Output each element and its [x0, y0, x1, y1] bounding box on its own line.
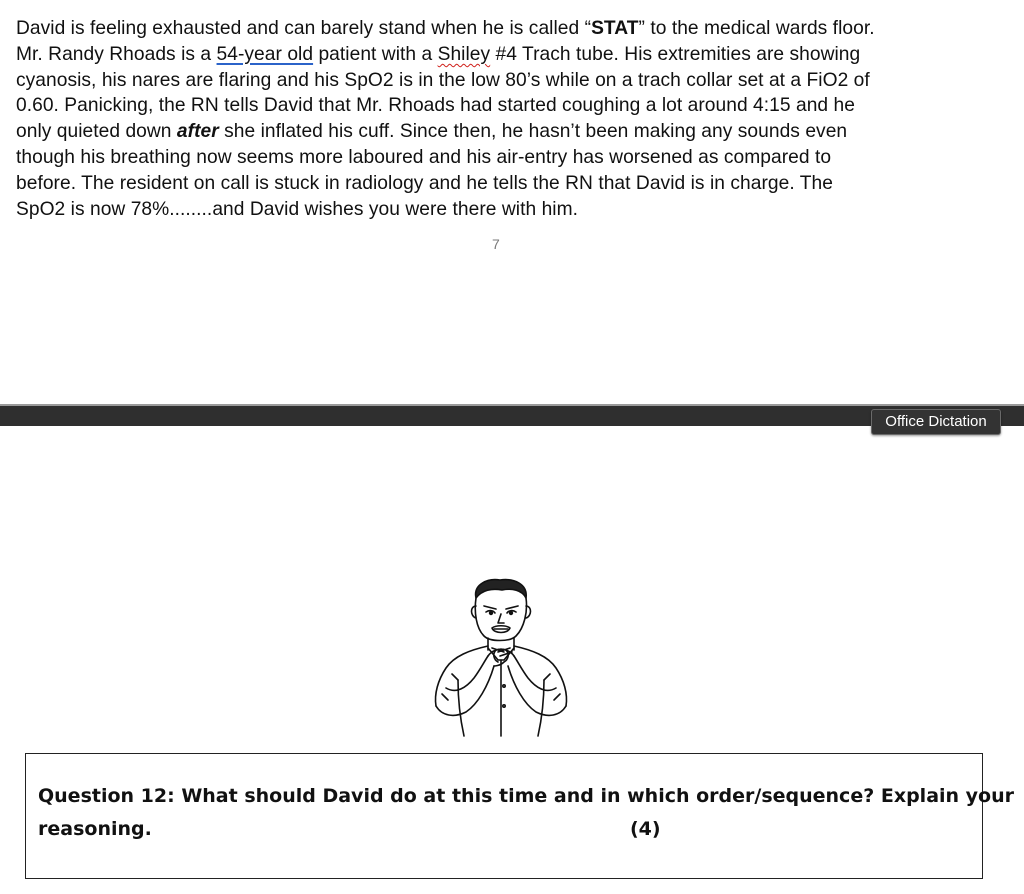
scenario-line: Mr. Randy Rhoads is a 54-year old patient with a Shiley #4 Trach tube. His extremities are showing — [16, 43, 861, 65]
choking-man-illustration — [418, 576, 584, 742]
grammar-suggestion-age[interactable]: 54-year old — [216, 43, 314, 65]
office-dictation-button[interactable]: Office Dictation — [871, 409, 1001, 435]
question-prompt-continued — [38, 813, 1014, 846]
scenario-line: 0.60. Panicking, the RN tells David that Mr. Rhoads had started coughing a lot around 4:15 and he — [16, 95, 855, 117]
question-prompt: Question 12: What should David do at this time and in which order/sequence? Explain your — [38, 785, 1015, 807]
scenario-line: cyanosis, his nares are flaring and his SpO2 is in the low 80’s while on a trach collar set at a FiO2 of — [16, 69, 870, 91]
scenario-line: though his breathing now seems more laboured and his air-entry has worsened as compared to — [16, 146, 832, 168]
question-reasoning: reasoning. — [38, 818, 152, 840]
stat-emphasis: STAT — [591, 18, 639, 39]
question-text — [38, 780, 1014, 846]
scenario-paragraph — [16, 16, 1006, 222]
question-marks: (4) — [630, 818, 661, 840]
page-number: 7 — [492, 236, 500, 252]
scenario-line: SpO2 is now 78%........and David wishes you were there with him. — [16, 198, 579, 220]
scenario-line: only quieted down after she inflated his cuff. Since then, he hasn’t been making any sounds even — [16, 121, 848, 143]
scenario-line: before. The resident on call is stuck in radiology and he tells the RN that David is in charge. The — [16, 172, 833, 194]
spelling-error-shiley[interactable]: Shiley — [437, 43, 491, 65]
question-box — [25, 753, 1015, 879]
after-emphasis: after — [176, 121, 219, 143]
scenario-line: David is feeling exhausted and can barely stand when he is called “STAT” to the medical wards floor. — [16, 18, 875, 39]
